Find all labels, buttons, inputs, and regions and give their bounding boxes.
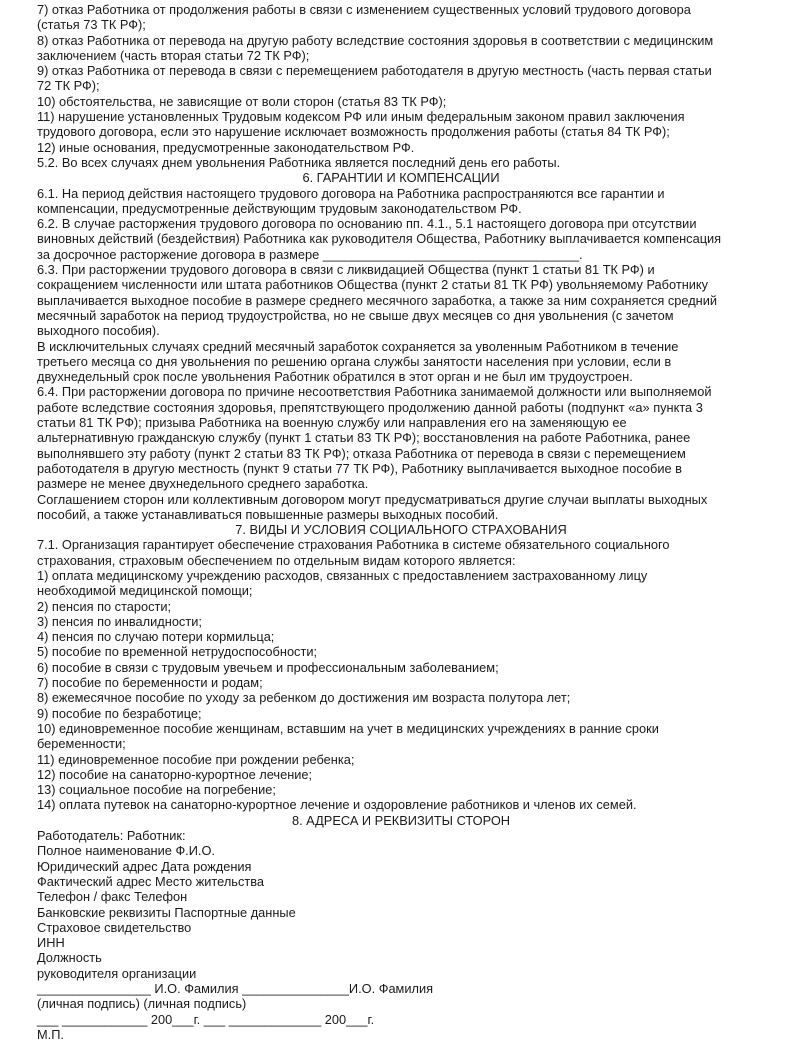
text-line: 11) нарушение установленных Трудовым кодексом РФ или иным федеральным законом правил заключения [37,109,685,125]
text-line: сокращением численности или штата работников Общества (пункт 2 статьи 81 ТК РФ) увольняемому Работнику [37,277,709,293]
text-line: руководителя организации [37,965,197,981]
text-line: двухнедельный срок после увольнения Работник обратился в этот орган и не был им трудоустроен. [37,369,633,385]
text-line: 5) пособие по временной нетрудоспособности; [37,644,318,660]
text-line: 4) пенсия по случаю потери кормильца; [37,629,275,645]
text-line: 9) пособие по безработице; [37,705,202,721]
text-line: 7) пособие по беременности и родам; [37,675,263,691]
text-line: виновных действий (бездействия) Работника как руководителя Общества, Работнику выплачивается компенсация [37,231,722,247]
text-line: ___ ____________ 200___г. ___ _____________ 200___г. [37,1011,375,1027]
text-line: 3) пенсия по инвалидности; [37,613,202,629]
text-line: (статья 73 ТК РФ); [37,17,146,33]
text-line: компенсации, предусмотренные действующим трудовым законодательством РФ. [37,200,522,216]
text-line: работодателя в другую местность (пункт 9 статьи 77 ТК РФ), Работнику выплачивается выходное пособие в [37,460,682,476]
text-line: 10) обстоятельства, не зависящие от воли сторон (статья 83 ТК РФ); [37,93,447,109]
text-line: Полное наименование Ф.И.О. [37,843,215,859]
text-line: 13) социальное пособие на погребение; [37,782,276,798]
text-line: ИНН [37,935,65,951]
text-line: 7) отказ Работника от продолжения работы в связи с изменением существенных условий трудового договора [37,2,691,17]
text-line: месячный заработок на период трудоустройства, но не свыше двух месяцев со дня увольнения (с зачетом [37,307,674,323]
text-line: трудового договора, если это нарушение исключает возможность продолжения работы (статья 84 ТК РФ); [37,124,670,140]
text-line: пособий, а также устанавливаться повышенные размеры выходных пособий. [37,506,499,522]
text-line: 1) оплата медицинскому учреждению расходов, связанных с предоставлением застрахованному лицу [37,567,648,583]
text-line: 14) оплата путевок на санаторно-курортное лечение и оздоровление работников и членов их семей. [37,797,637,813]
text-line: 11) единовременное пособие при рождении ребенка; [37,751,355,767]
text-line: Фактический адрес Место жительства [37,873,264,889]
text-line: 8) отказ Работника от перевода на другую работу вследствие состояния здоровья в соответствии с медицинским [37,32,714,48]
text-line: 6) пособие в связи с трудовым увечьем и профессиональным заболеванием; [37,659,499,675]
text-line: выполнявшего эту работу (пункт 2 статьи 83 ТК РФ); отказа Работника от перевода в связи с перемещением [37,445,686,461]
text-line: размере не менее двухнедельного среднего заработка. [37,476,369,492]
text-line: Страховое свидетельство [37,919,192,935]
text-line: 12) пособие на санаторно-курортное лечение; [37,766,313,782]
text-line: В исключительных случаях средний месячный заработок сохраняется за уволенным Работником в течение [37,338,679,354]
text-line: выходного пособия). [37,323,160,339]
text-line: альтернативную гражданскую службу (пункт 1 статьи 83 ТК РФ); восстановления на работе Работника, ранее [37,430,691,446]
text-line: 72 ТК РФ); [37,78,100,94]
text-line: беременности; [37,736,126,752]
text-line: ________________ И.О. Фамилия _______________И.О. Фамилия [37,981,434,996]
text-line: страхования, страховым обеспечением по отдельным видам которого является: [37,552,516,568]
text-line: (личная подпись) (личная подпись) [37,996,247,1012]
text-line: Должность [37,950,102,966]
document-body [37,2,765,1040]
text-line: 10) единовременное пособие женщинам, вставшим на учет в медицинских учреждениях в ранние сроки [37,720,659,736]
text-line: 7.1. Организация гарантирует обеспечение страхования Работника в системе обязательного социального [37,537,670,553]
text-line: необходимой медицинской помощи; [37,583,253,599]
text-line: работе вследствие состояния здоровья, препятствующего продолжению данной работы (подпункт «а» пункта 3 [37,399,703,415]
text-line: 2) пенсия по старости; [37,598,172,614]
text-line: Юридический адрес Дата рождения [37,858,252,874]
text-line: Телефон / факс Телефон [37,889,188,905]
section-heading: 8. АДРЕСА И РЕКВИЗИТЫ СТОРОН [291,812,511,828]
text-line: за досрочное расторжение договора в размере ____________________________________. [37,246,583,262]
text-line: М.П. [37,1026,64,1040]
section-heading: 6. ГАРАНТИИ И КОМПЕНСАЦИИ [302,170,500,186]
text-line: Соглашением сторон или коллективным договором могут предусматриваться другие случаи выплаты выходных [37,491,708,507]
text-line: заключением (часть вторая статьи 72 ТК РФ); [37,47,310,63]
text-line: Банковские реквизиты Паспортные данные [37,904,296,920]
text-line: статьи 81 ТК РФ); призыва Работника на военную службу или направления его на заменяющую ее [37,415,627,431]
text-line: 5.2. Во всех случаях днем увольнения Работника является последний день его работы. [37,154,561,170]
text-line: 6.3. При расторжении трудового договора в связи с ликвидацией Общества (пункт 1 статьи 81 ТК РФ) и [37,262,655,278]
text-line: 6.4. При расторжении договора по причине несоответствия Работника занимаемой должности или выполняемой [37,384,712,400]
text-line: 6.2. В случае расторжения трудового договора по основанию пп. 4.1., 5.1 настоящего договора при отсутствии [37,216,697,232]
section-heading: 7. ВИДЫ И УСЛОВИЯ СОЦИАЛЬНОГО СТРАХОВАНИЯ [235,522,567,538]
text-line: третьего месяца со дня увольнения по решению органа службы занятости населения при условии, если в [37,353,672,369]
text-line: 9) отказ Работника от перевода в связи с перемещением работодателя в другую местность (часть первая статьи [37,63,712,79]
text-line: Работодатель: Работник: [37,828,186,844]
text-line: 8) ежемесячное пособие по уходу за ребенком до достижения им возраста полутора лет; [37,690,571,706]
text-line: выплачивается выходное пособие в размере среднего месячного заработка, а также за ним сохраняется средний [37,292,718,308]
text-line: 6.1. На период действия настоящего трудового договора на Работника распространяются все гарантии и [37,185,665,201]
text-line: 12) иные основания, предусмотренные законодательством РФ. [37,139,415,155]
